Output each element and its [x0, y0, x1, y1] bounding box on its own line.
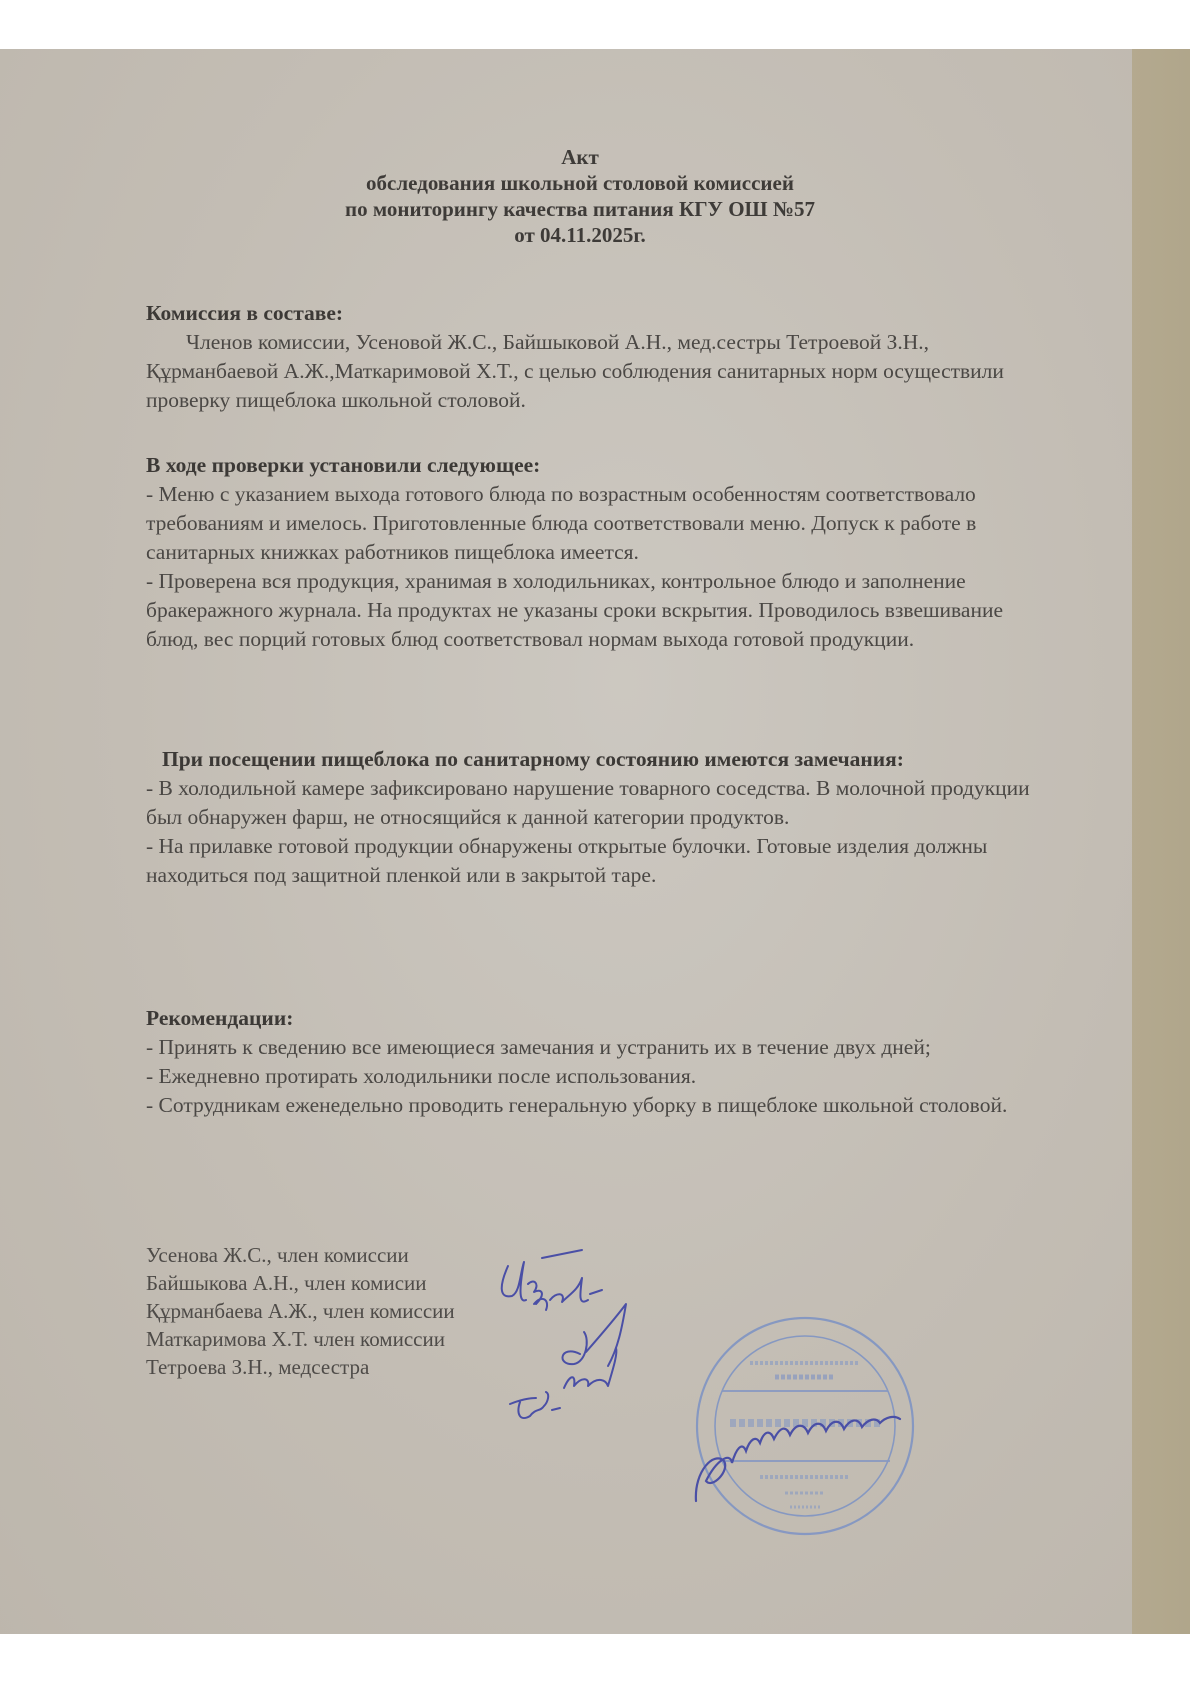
document-header [230, 144, 930, 248]
signature-usenova [502, 1262, 542, 1304]
document-subtitle-line: по мониторингу качества питания КГУ ОШ №57 [345, 197, 815, 221]
signatory-line: Тетроева З.Н., медсестра [146, 1355, 370, 1379]
signature-baishykova [534, 1278, 602, 1310]
findings-heading: В ходе проверки установили следующее: [146, 453, 541, 477]
recommendations-section [146, 1004, 1076, 1120]
signatories-list [146, 1241, 455, 1381]
findings-section [146, 451, 1046, 654]
signatory-line: Усенова Ж.С., член комиссии [146, 1243, 409, 1267]
remark-item: - В холодильной камере зафиксировано нарушение товарного соседства. В молочной продукции был обнаружен фарш, не относящийся к данной категории продуктов. [146, 776, 1030, 829]
finding-item: - Меню с указанием выхода готового блюда по возрастным особенностям соответствовало требованиям и имелось. Приготовленные блюда соответствовали меню. Допуск к работе в санитарных книжках работников пищеблока имеется. [146, 482, 977, 564]
recommendation-item: - Принять к сведению все имеющиеся замечания и устранить их в течение двух дней; [146, 1035, 931, 1059]
signatory-line: Байшыкова А.Н., член комисии [146, 1271, 427, 1295]
recommendations-heading: Рекомендации: [146, 1006, 294, 1030]
finding-item: - Проверена вся продукция, хранимая в холодильниках, контрольное блюдо и заполнение бракеражного журнала. На продуктах не указаны сроки вскрытия. Проводилось взвешивание блюд, вес порций готовых блюд соответствовал нормам выхода готовой продукции. [146, 569, 1004, 651]
round-seal-stamp [690, 1311, 920, 1541]
recommendation-item: - Сотрудникам еженедельно проводить генеральную уборку в пищеблоке школьной столовой. [146, 1093, 1008, 1117]
document-photo [0, 49, 1190, 1634]
document-subtitle-line: обследования школьной столовой комиссией [366, 171, 794, 195]
remarks-section [146, 745, 1066, 890]
commission-text: Членов комиссии, Усеновой Ж.С., Байшыковой А.Н., мед.сестры Тетроевой З.Н., Құрманбаевой А.Ж.,Маткаримовой Х.Т., с целью соблюдения санитарных норм осуществили проверку пищеблока школьной столовой. [146, 330, 1004, 412]
signature-tetroeva [510, 1392, 560, 1418]
commission-section [146, 299, 1066, 415]
document-date: от 04.11.2025г. [514, 223, 646, 247]
commission-heading: Комиссия в составе: [146, 301, 344, 325]
signatory-line: Құрманбаева А.Ж., член комиссии [146, 1299, 455, 1323]
signatory-line: Маткаримова Х.Т. член комиссии [146, 1327, 445, 1351]
signature-matkarimova [564, 1348, 616, 1388]
document-page [0, 49, 1132, 1634]
remarks-heading: При посещении пищеблока по санитарному состоянию имеются замечания: [162, 747, 904, 771]
signature-underline [542, 1250, 582, 1258]
document-title: Акт [561, 145, 599, 169]
recommendation-item: - Ежедневно протирать холодильники после использования. [146, 1064, 697, 1088]
remark-item: - На прилавке готовой продукции обнаружены открытые булочки. Готовые изделия должны находиться под защитной пленкой или в закрытой таре. [146, 834, 988, 887]
handwritten-signatures [490, 1244, 670, 1424]
